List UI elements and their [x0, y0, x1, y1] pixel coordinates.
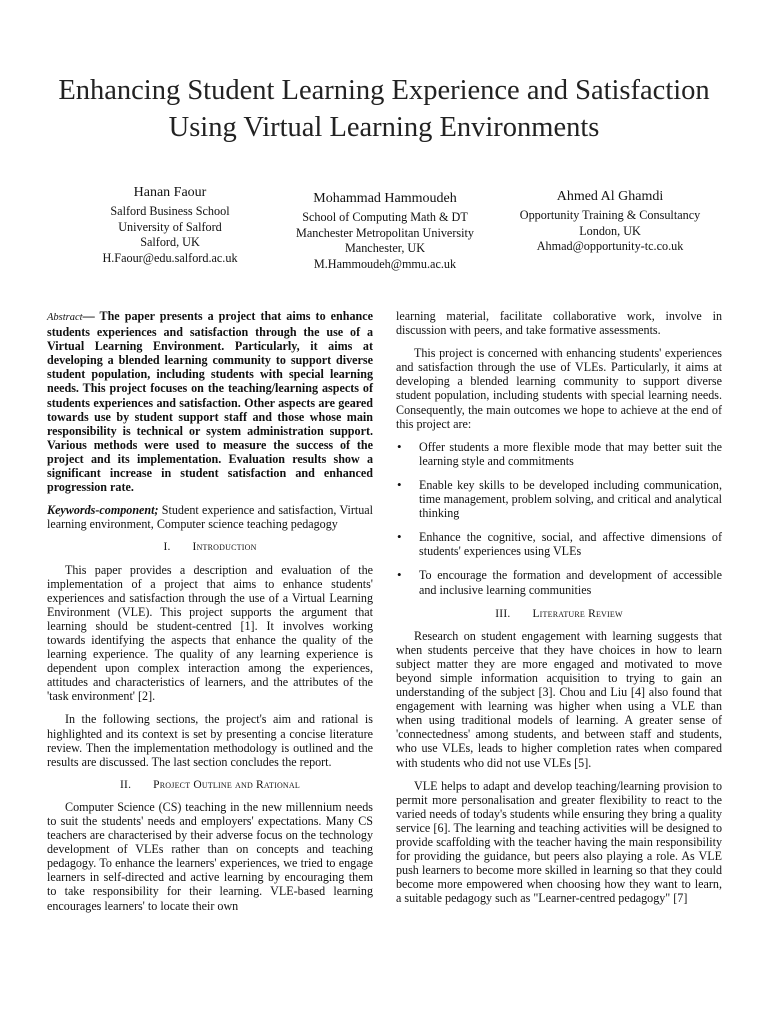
abstract-dash: — [82, 309, 100, 323]
list-item: • To encourage the formation and development of accessible and inclusive learning communities [397, 567, 722, 597]
section-heading-project-outline: II. Project Outline and Rational [120, 778, 300, 791]
paper-title: Enhancing Student Learning Experience and Satisfaction Using Virtual Learning Environments [58, 75, 710, 143]
author-location: Salford, UK [140, 235, 200, 249]
author-affiliation: University of Salford [118, 219, 222, 234]
list-item: • Enhance the cognitive, social, and affective dimensions of students' experiences using VLEs [397, 529, 722, 559]
keywords [47, 503, 373, 531]
paragraph: learning material, facilitate collaborative work, involve in discussion with peers, and take formative assessments. [396, 309, 722, 338]
list-item: • Enable key skills to be developed including communication, time management, problem solving, and critical and analytical thinking [397, 476, 722, 521]
author-2 [280, 188, 490, 272]
author-email: Ahmad@opportunity-tc.co.uk [536, 239, 684, 253]
list-item: • Offer students a more flexible mode that may better suit the learning style and commitments [397, 438, 722, 468]
author-3 [500, 186, 720, 255]
bullet-icon: • [397, 567, 402, 583]
right-column [396, 309, 722, 914]
author-affiliation: School of Computing Math & DT [302, 210, 468, 224]
author-block [0, 180, 768, 280]
author-name: Hanan Faour [133, 185, 207, 200]
author-name: Ahmed Al Ghamdi [556, 189, 664, 204]
paragraph: Research on student engagement with learning suggests that when students perceive that they have choices in how to learn subject matter they are more engaged and motivated to move beyond simple information acquisition to trying to gain an understanding of the subject [3]. Chou and Liu [4] also found that engagement with learning was higher when using a VLE than when using traditional models of learning. A greater sense of 'connectedness' among students, and between staff and students, who use VLEs, leads to higher completion rates when compared with students who did not use VLEs [5]. [396, 628, 722, 770]
abstract [47, 309, 373, 494]
paragraph: This paper provides a description and evaluation of the implementation of a project that aims to enhance students' experiences and satisfaction through the use of a Virtual Learning Environment (VLE). This project supports the argument that learning should be student-centred [1]. It involves working towards identifying the aspects that enhance the quality of the learning experience. The quality of any learning experience is dependent upon complex interaction among the experiences, attitudes and characteristics of learners, and the attributes of the 'task environment' [2]. [47, 562, 373, 704]
section-heading-literature-review: III. Literature Review [495, 607, 623, 620]
paragraph: Computer Science (CS) teaching in the new millennium needs to suit the students' needs and employers' expectations. Many CS teachers are characterised by their adverse focus on the technology development of VLEs rather than on concepts and teaching pedagogy. To enhance the learners' experiences, we tried to engage learners in self-directed and active learning by encouraging them to take responsibility for their learning. VLE-based learning encourages learners' to locate their own [47, 799, 373, 913]
bullet-icon: • [397, 529, 402, 545]
author-email: M.Hammoudeh@mmu.ac.uk [313, 256, 457, 271]
author-affiliation: Salford Business School [110, 204, 230, 218]
left-column [47, 309, 373, 922]
author-location: London, UK [579, 223, 641, 238]
keywords-label: Keywords-component; [47, 503, 159, 518]
keywords-text: Student experience and satisfaction, Virtual learning environment, Computer science teaching pedagogy [47, 503, 373, 532]
author-affiliation: Opportunity Training & Consultancy [519, 208, 701, 222]
paragraph: In the following sections, the project's aim and rational is highlighted and its context is set by presenting a concise literature review. Then the implementation methodology is outlined and the results are discussed. The last section concludes the report. [47, 712, 373, 769]
author-name: Mohammad Hammoudeh [313, 191, 457, 206]
author-email: H.Faour@edu.salford.ac.uk [102, 250, 238, 265]
section-heading-introduction: I. Introduction [163, 541, 257, 554]
author-1 [70, 182, 270, 266]
author-location: Manchester, UK [344, 241, 426, 255]
bullet-icon: • [397, 438, 402, 454]
author-affiliation: Manchester Metropolitan University [295, 225, 475, 240]
paragraph: This project is concerned with enhancing students' experiences and satisfaction through the use of VLEs. Particularly, it aims at developing a blended learning community to support diverse student population, including students with special learning needs. Consequently, the main outcomes we hope to achieve at the end of this project are: [396, 346, 722, 431]
abstract-label: Abstract [47, 312, 83, 323]
bullet-icon: • [397, 476, 402, 492]
outcomes-list [396, 440, 722, 597]
abstract-text: The paper presents a project that aims to enhance students experiences and satisfaction through the use of a Virtual Learning Environment. Particularly, it aims at developing a blended learning community to support diverse student population, including students with special learning needs. This project focuses on the teaching/learning aspects of students experiences and satisfaction. Other aspects are geared towards use by student support staff and those whose main responsibility is technical or system administration support. Various methods were used to measure the success of the project and its implementation. Evaluation results show a significant increase in student satisfaction and enhanced progression rate. [47, 309, 373, 495]
paragraph: VLE helps to adapt and develop teaching/learning provision to permit more personalisation and greater flexibility to react to the varied needs of today's students while ensuring they bring a quality service [6]. The learning and teaching activities will be designed to provide scaffolding with the teacher having the main responsibility for providing the guidance, but peers also playing a role. As VLE push learners to become more skilled in learning so that they could become more empowered when choosing how they want to learn, a suitable pedagogy such as "Learner-centred pedagogy" [7] [396, 778, 722, 906]
